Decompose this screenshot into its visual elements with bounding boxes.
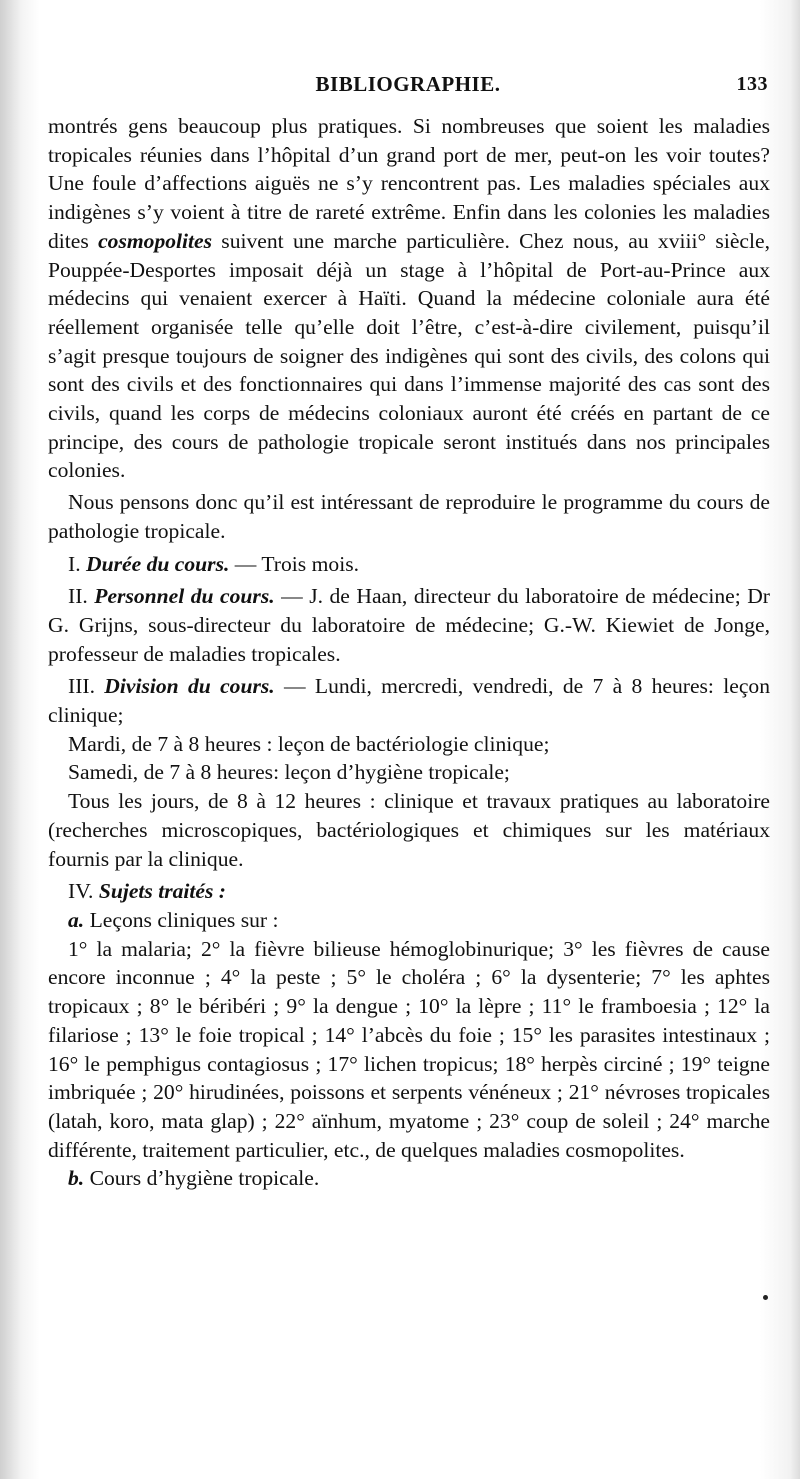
section-4-number: IV. [68, 879, 94, 904]
section-1 [48, 550, 770, 579]
subsection-a-letter: a. [68, 907, 85, 932]
subsection-b-text: Cours d’hygiène tropicale. [84, 1166, 320, 1191]
paragraph-2: Nous pensons donc qu’il est intéressant de reproduire le programme du cours de pathologie tropicale. [48, 490, 770, 543]
scan-speck [763, 1295, 768, 1300]
section-1-number: I. [68, 551, 81, 576]
section-3-title: Division du cours. [104, 674, 275, 699]
paragraph-1-emphasis: cosmopolites [98, 228, 213, 253]
page-header [48, 72, 768, 102]
running-title: BIBLIOGRAPHIE. [315, 72, 501, 96]
paragraph-1-text: montrés gens beaucoup plus pratiques. Si nombreuses que soient les maladies tropicales réunies dans l’hôpital d’un grand port de mer, peut-on les voir toutes? Une foule d’affections aiguës ne s’y rencontrent pas. Les maladies spéciales aux indigènes s’y voient à titre de rareté extrême. Enfin dans les colonies les maladies dites [48, 114, 770, 253]
section-2-text: — J. de Haan, directeur du laboratoire de médecine; Dr G. Grijns, sous-directeur du laboratoire de médecine; G.-W. Kiewiet de Jonge, professeur de maladies tropicales. [48, 584, 770, 666]
section-2-title: Personnel du cours. [94, 584, 275, 609]
section-4 [48, 877, 770, 906]
section-2-number: II. [68, 584, 88, 609]
section-1-title: Durée du cours. [86, 551, 230, 576]
subsection-b-letter: b. [68, 1166, 85, 1191]
page-number: 133 [736, 73, 768, 95]
section-2 [48, 582, 770, 668]
subsection-a [48, 906, 770, 935]
section-3-number: III. [68, 674, 95, 699]
page-body [48, 112, 770, 1193]
section-1-text: — Trois mois. [229, 551, 359, 576]
paragraph-1-continued: suivent une marche particulière. Chez nous, au xviii° siècle, Pouppée-Desportes imposait déjà un stage à l’hôpital de Port-au-Prince aux médecins qui venaient exercer à Haïti. Quand la médecine coloniale aura été réellement organisée telle qu’elle doit l’être, c’est-à-dire civilement, puisqu’il s’agit presque toujours de soigner des indigènes qui sont des civils, des colons qui sont des civils et des fonctionnaires qui dans l’immense majorité des cas sont des civils, quand les corps de médecins coloniaux auront été créés en partant de ce principe, des cours de pathologie tropicale seront institués dans nos principales colonies. [48, 228, 770, 483]
section-3-text: — Lundi, mercredi, vendredi, de 7 à 8 heures: leçon clinique; [48, 674, 770, 728]
subsection-a-text: Leçons cliniques sur : [84, 907, 279, 932]
subsection-a-list: 1° la malaria; 2° la fièvre bilieuse hémoglobinurique; 3° les fièvres de cause encore inconnue ; 4° la peste ; 5° le choléra ; 6° la dysenterie; 7° les aphtes tropicaux ; 8° le béribéri ; 9° la dengue ; 10° la lèpre ; 11° le framboesia ; 12° la filariose ; 13° le foie tropical ; 14° l’abcès du foie ; 15° les parasites intestinaux ; 16° le pemphigus contagiosus ; 17° lichen tropicus; 18° herpès circiné ; 19° teigne imbriquée ; 20° hirudinées, poissons et serpents vénéneux ; 21° névroses tropicales (latah, koro, mata glap) ; 22° aïnhum, myatome ; 23° coup de soleil ; 24° marche différente, traitement particulier, etc., de quelques maladies cosmopolites. [48, 936, 770, 1162]
section-3 [48, 672, 770, 729]
section-3-line-3: Samedi, de 7 à 8 heures: leçon d’hygiène tropicale; [68, 760, 510, 785]
section-4-title: Sujets traités : [98, 879, 226, 904]
subsection-b [48, 1164, 770, 1193]
paragraph-1 [48, 112, 770, 485]
section-3-line-4: Tous les jours, de 8 à 12 heures : clinique et travaux pratiques au laboratoire (recherches microscopiques, bactériologiques et chimiques sur les matériaux fournis par la clinique. [48, 789, 770, 871]
section-3-line-2: Mardi, de 7 à 8 heures : leçon de bactériologie clinique; [68, 731, 550, 756]
